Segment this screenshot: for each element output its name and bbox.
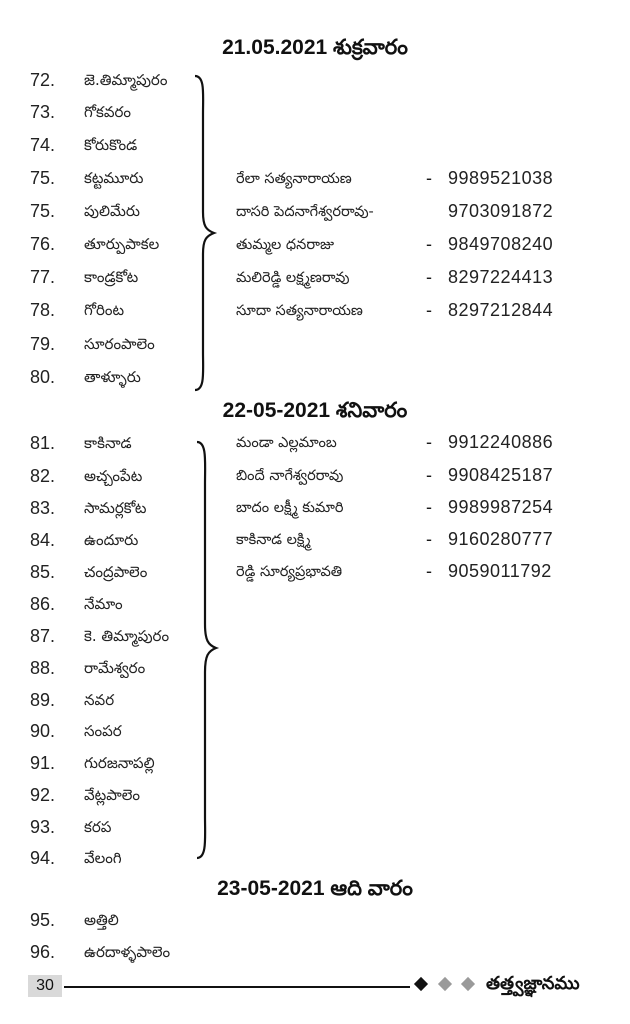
phone-number: 9989521038: [448, 168, 554, 188]
village-name: తూర్పుపాకల: [84, 235, 160, 253]
village-name: కాకినాడ: [84, 434, 132, 452]
item-number: 92.: [30, 785, 56, 805]
phone-number: 8297224413: [448, 267, 554, 287]
phone-number: 9160280777: [448, 529, 554, 549]
item-number: 72.: [30, 70, 56, 90]
contact-name: సూదా సత్యనారాయణ: [236, 303, 363, 319]
item-number: 86.: [30, 594, 56, 614]
phone-number: 9989987254: [448, 497, 554, 517]
curly-brace-icon: [192, 74, 220, 392]
diamond-icon: [438, 977, 452, 991]
item-number: 75.: [30, 168, 56, 188]
separator-dash: -: [426, 561, 432, 581]
item-number: 90.: [30, 721, 56, 741]
item-number: 82.: [30, 466, 56, 486]
curly-brace-icon: [194, 440, 222, 860]
item-number: 89.: [30, 690, 56, 710]
contact-name: మండా ఎల్లమాంబ: [236, 435, 337, 451]
diamond-icon: [414, 977, 428, 991]
village-name: వేట్లపాలెం: [84, 786, 140, 804]
contact-name: రేలా సత్యనారాయణ: [236, 171, 352, 187]
village-name: కట్టమూరు: [84, 169, 144, 187]
village-name: సూరంపాలెం: [84, 335, 155, 353]
book-title: తత్త్వజ్ఞానము: [486, 973, 580, 994]
phone-number: 9703091872: [448, 201, 554, 221]
section-2-heading: 22-05-2021 శనివారం: [222, 399, 408, 422]
contact-name: రెడ్డి సూర్యప్రభావతి: [236, 564, 343, 580]
phone-number: 9849708240: [448, 234, 554, 254]
separator-dash: -: [426, 267, 432, 287]
contact-name: తుమ్మల ధనరాజు: [236, 237, 334, 253]
separator-dash: -: [426, 432, 432, 452]
separator-dash: -: [426, 300, 432, 320]
village-name: రామేశ్వరం: [84, 659, 146, 677]
phone-number: 9908425187: [448, 465, 554, 485]
item-number: 74.: [30, 135, 56, 155]
separator-dash: -: [426, 465, 432, 485]
section-3-heading: 23-05-2021 ఆది వారం: [217, 877, 413, 900]
contact-name: బిందే నాగేశ్వరరావు: [236, 468, 344, 484]
village-name: చంద్రపాలెం: [84, 563, 148, 581]
village-name: నేమాం: [84, 595, 123, 613]
section-1-heading: 21.05.2021 శుక్రవారం: [222, 36, 408, 59]
village-name: ఉందూరు: [84, 531, 139, 549]
separator-dash: -: [426, 168, 432, 188]
item-number: 78.: [30, 300, 56, 320]
village-name: కాండ్రకోట: [84, 268, 139, 286]
village-name: గోకవరం: [84, 103, 132, 121]
village-name: కోరుకొండ: [84, 136, 138, 154]
village-name: జె.తిమ్మాపురం: [84, 71, 168, 89]
item-number: 80.: [30, 367, 56, 387]
item-number: 96.: [30, 942, 56, 962]
item-number: 93.: [30, 817, 56, 837]
village-name: గోరింట: [84, 301, 125, 319]
item-number: 77.: [30, 267, 56, 287]
village-name: సంపర: [84, 722, 122, 740]
item-number: 91.: [30, 753, 56, 773]
item-number: 75.: [30, 201, 56, 221]
village-name: అచ్చంపేట: [84, 467, 143, 485]
item-number: 84.: [30, 530, 56, 550]
item-number: 81.: [30, 433, 56, 453]
village-name: ఉరదాళ్ళపాలెం: [84, 943, 171, 961]
contact-name: దాసరి పెదనాగేశ్వరరావు-: [236, 204, 374, 220]
village-name: తాళ్ళూరు: [84, 368, 141, 386]
village-name: అత్తిలి: [84, 911, 119, 929]
item-number: 94.: [30, 848, 56, 868]
village-name: సామర్లకోట: [84, 499, 147, 517]
village-name: కరప: [84, 818, 112, 836]
item-number: 73.: [30, 102, 56, 122]
item-number: 79.: [30, 334, 56, 354]
contact-name: మలిరెడ్డి లక్ష్మణరావు: [236, 270, 350, 286]
separator-dash: -: [426, 497, 432, 517]
village-name: నవర: [84, 691, 115, 709]
item-number: 76.: [30, 234, 56, 254]
item-number: 87.: [30, 626, 56, 646]
item-number: 83.: [30, 498, 56, 518]
phone-number: 9912240886: [448, 432, 554, 452]
village-name: పులిమేరు: [84, 202, 140, 220]
contact-name: బాదం లక్ష్మీ కుమారి: [236, 500, 344, 516]
item-number: 88.: [30, 658, 56, 678]
village-name: వేలంగి: [84, 849, 122, 867]
item-number: 95.: [30, 910, 56, 930]
separator-dash: -: [426, 529, 432, 549]
village-name: గురజనాపల్లి: [84, 754, 155, 772]
separator-dash: -: [426, 234, 432, 254]
footer-rule: [64, 986, 410, 988]
village-name: కె. తిమ్మాపురం: [84, 627, 170, 645]
contact-name: కాకినాడ లక్ష్మి: [236, 532, 311, 548]
diamond-icon: [461, 977, 475, 991]
item-number: 85.: [30, 562, 56, 582]
page-number: 30: [28, 975, 62, 997]
phone-number: 8297212844: [448, 300, 554, 320]
phone-number: 9059011792: [448, 561, 552, 581]
